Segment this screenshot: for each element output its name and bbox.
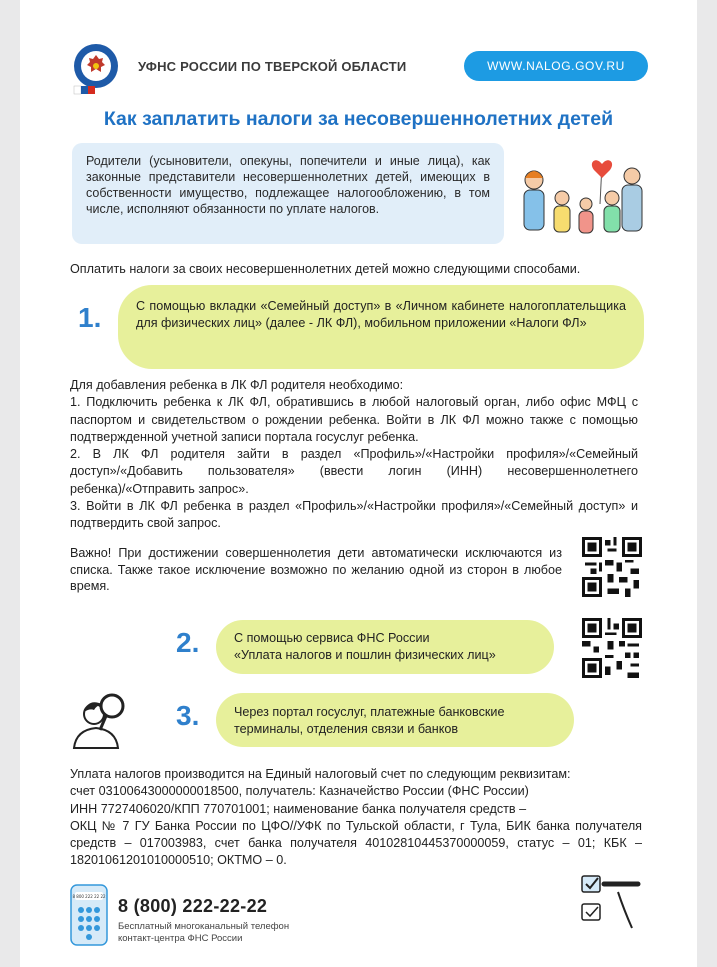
method-1-text: С помощью вкладки «Семейный доступ» в «Личном кабинете налогоплательщика для физических лиц» (далее - ЛК ФЛ), мобильном приложении «Налоги ФЛ» xyxy=(118,285,644,369)
steps-heading: Для добавления ребенка в ЛК ФЛ родителя необходимо: xyxy=(70,378,404,392)
phone-screen-text: 8 800 222 22 22 xyxy=(72,894,106,899)
method-3-text xyxy=(216,693,574,747)
page-title: Как заплатить налоги за несовершеннолетних детей xyxy=(103,108,614,130)
requisites-line: счет 03100643000000018500, получатель: Казначейство России (ФНС России) xyxy=(70,784,529,799)
ways-intro: Оплатить налоги за своих несовершеннолетних детей можно следующими способами. xyxy=(70,262,581,276)
hotline-note-line: Бесплатный многоканальный телефон xyxy=(118,921,290,932)
organization-name: УФНС РОССИИ ПО ТВЕРСКОЙ ОБЛАСТИ xyxy=(138,59,407,74)
person-magnifier-icon xyxy=(68,686,132,750)
method-1-number: 1. xyxy=(78,302,102,333)
hotline-note xyxy=(118,921,289,945)
step-item: 1. Подключить ребенка к ЛК ФЛ, обратившись в любой налоговый орган, либо офис МФЦ с паспортом и свидетельством о рождении ребенка. Войти в ЛК ФЛ можно также с помощью подтвержденной учетной записи портала госуслуг ребенка. xyxy=(70,395,638,444)
method-3-line: терминалы, отделения связи и банков xyxy=(234,722,459,736)
method-3-line: Через портал госуслуг, платежные банковские xyxy=(234,705,505,719)
method-2-number: 2. xyxy=(176,627,200,658)
intro-text: Родители (усыновители, опекуны, попечители и иные лица), как законные представители несовершеннолетних детей, имеющих в собственности имущество, подлежащее налогообложению, в том числе, исполняют обязанности по уплате налогов. xyxy=(72,143,504,244)
hotline-note-line: контакт-центра ФНС России xyxy=(118,933,243,944)
website-badge[interactable]: WWW.NALOG.GOV.RU xyxy=(464,51,648,81)
hotline-phone[interactable]: 8 (800) 222-22-22 xyxy=(118,896,268,916)
checklist-pen-icon xyxy=(578,872,644,932)
add-child-steps xyxy=(70,377,638,533)
important-note: Важно! При достижении совершеннолетия дети автоматически исключаются из списка. Также такое исключение возможно по желанию одной из сторон в любое время. xyxy=(70,546,562,593)
requisites-line: ИНН 7727406020/КПП 770701001; наименование банка получателя средств – xyxy=(70,801,527,816)
step-item: 2. В ЛК ФЛ родителя зайти в раздел «Профиль»/«Настройки профиля»/«Семейный доступ»/«Добавить пользователя» (ввести логин (ИНН) несовершеннолетнего ребенка)/«Отправить запрос». xyxy=(70,447,638,496)
leaflet-page xyxy=(20,0,697,967)
fns-emblem-icon xyxy=(72,42,120,96)
requisites-line: ОКЦ № 7 ГУ Банка России по ЦФО//УФК по Тульской области, г Тула, БИК банка получателя средств – 017003983, счет банка получателя 40102810445370000059, статус – 01; КБК – 18201061201010000510; ОКТМО – 0. xyxy=(70,818,642,868)
payment-requisites xyxy=(70,766,642,870)
method-3-number: 3. xyxy=(176,700,200,731)
method-2-line: С помощью сервиса ФНС России xyxy=(234,631,430,645)
qr-code-payment-icon[interactable] xyxy=(582,618,642,678)
requisites-line: Уплата налогов производится на Единый налоговый счет по следующим реквизитам: xyxy=(70,767,571,781)
qr-code-lk-icon[interactable] xyxy=(582,537,642,597)
step-item: 3. Войти в ЛК ФЛ ребенка в раздел «Профиль»/«Настройки профиля»/«Семейный доступ» и подтвердить свой запрос. xyxy=(70,499,638,531)
method-2-text xyxy=(216,620,554,674)
family-illustration-icon xyxy=(514,152,646,242)
phone-icon xyxy=(70,884,108,946)
method-2-line: «Уплата налогов и пошлин физических лиц» xyxy=(234,648,496,662)
